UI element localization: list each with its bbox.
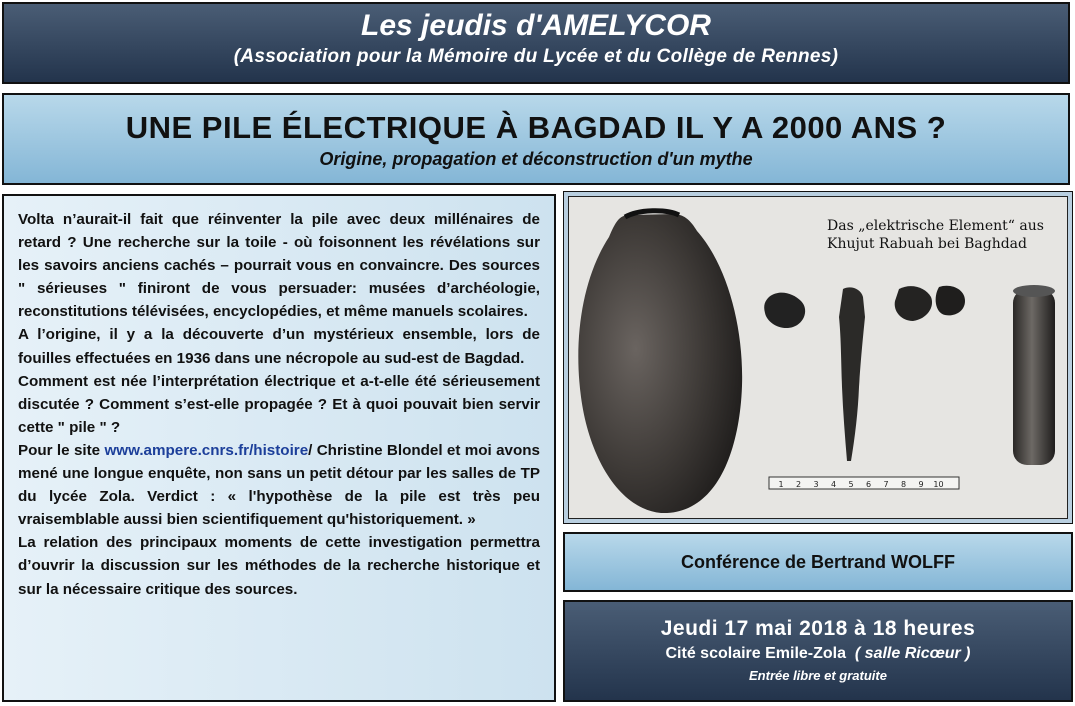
ruler-tick-label: 1 [778,480,784,489]
association-header [2,2,1070,84]
ruler-tick-label: 7 [883,480,889,489]
talk-subtitle: Origine, propagation et déconstruction d'un mythe [319,149,753,169]
event-date: Jeudi 17 mai 2018 à 18 heures [660,617,976,640]
photo-caption [827,217,1044,253]
abstract-paragraph-5: La relation des principaux moments de cette investigation permettra d’ouvrir la discussion sur les méthodes de la recherche historique et sur la nécessaire critique des sources. [18,534,540,598]
ruler-tick-label: 2 [795,480,802,489]
abstract-paragraph-3: Comment est née l’interprétation électrique et a-t-elle été sérieusement discutée ? Comment s’est-elle propagée ? Et à quoi pouvait bien servir cette " pile " ? [18,372,540,436]
abstract-panel [2,194,556,702]
artifact-photo-frame [563,191,1073,524]
measurement-ruler [769,477,959,489]
ruler-tick-label: 10 [933,480,944,489]
ruler-tick-label: 4 [830,480,837,489]
baghdad-battery-photo [568,196,1068,519]
ampere-website-link[interactable]: www.ampere.cnrs.fr/histoire [104,441,309,459]
speaker-banner [563,532,1073,592]
talk-title: UNE PILE ÉLECTRIQUE À BAGDAD IL Y A 2000 ANS ? [125,110,947,145]
speaker-label: Conférence de Bertrand WOLFF [680,552,956,572]
ruler-tick-label: 9 [918,480,924,489]
association-subtitle: (Association pour la Mémoire du Lycée et du Collège de Rennes) [233,46,839,67]
paragraph-4-lead: Pour le site [18,441,105,459]
event-venue: Cité scolaire Emile-Zola [665,645,847,662]
ruler-tick-label: 8 [900,480,907,489]
abstract-paragraph-4 [18,439,540,531]
ruler-tick-label: 5 [848,480,854,489]
event-entry: Entrée libre et gratuite [749,668,887,683]
talk-title-banner [2,93,1070,185]
ruler-tick-label: 3 [813,480,819,489]
series-title: Les jeudis d'AMELYCOR [361,9,711,42]
event-room: ( salle Ricœur ) [854,645,971,662]
paragraph-4-rest: / Christine Blondel et moi avons mené une longue enquête, non sans un petit détour par les salles de TP du lycée Zola. Verdict : « l'hypothèse de la pile est très peu vraisemblable aussi bien scientifiquement qu'historiquement. » [18,441,540,529]
caption-line-1: Das „elektrische Element“ aus [827,218,1044,234]
event-location [565,642,1071,666]
event-details-panel [563,600,1073,702]
caption-line-2: Khujut Rabuah bei Baghdad [827,236,1027,252]
copper-cylinder [1013,289,1055,465]
abstract-paragraph-2: A l’origine, il y a la découverte d’un mystérieux ensemble, lors de fouilles effectuées en 1936 dans une nécropole au sud-est de Bagdad. [18,326,540,367]
ruler-tick-label: 6 [865,480,872,489]
abstract-paragraph-1: Volta n’aurait-il fait que réinventer la pile avec deux millénaires de retard ? Une recherche sur la toile - où foisonnent les révélations sur les savoirs anciens cachés – pourrait vous en convaincre. Des sources " sérieuses " finiront de vous persuader: musées d’archéologie, reconstitutions télévisées, encyclopédies, et même manuels scolaires. [18,211,540,321]
